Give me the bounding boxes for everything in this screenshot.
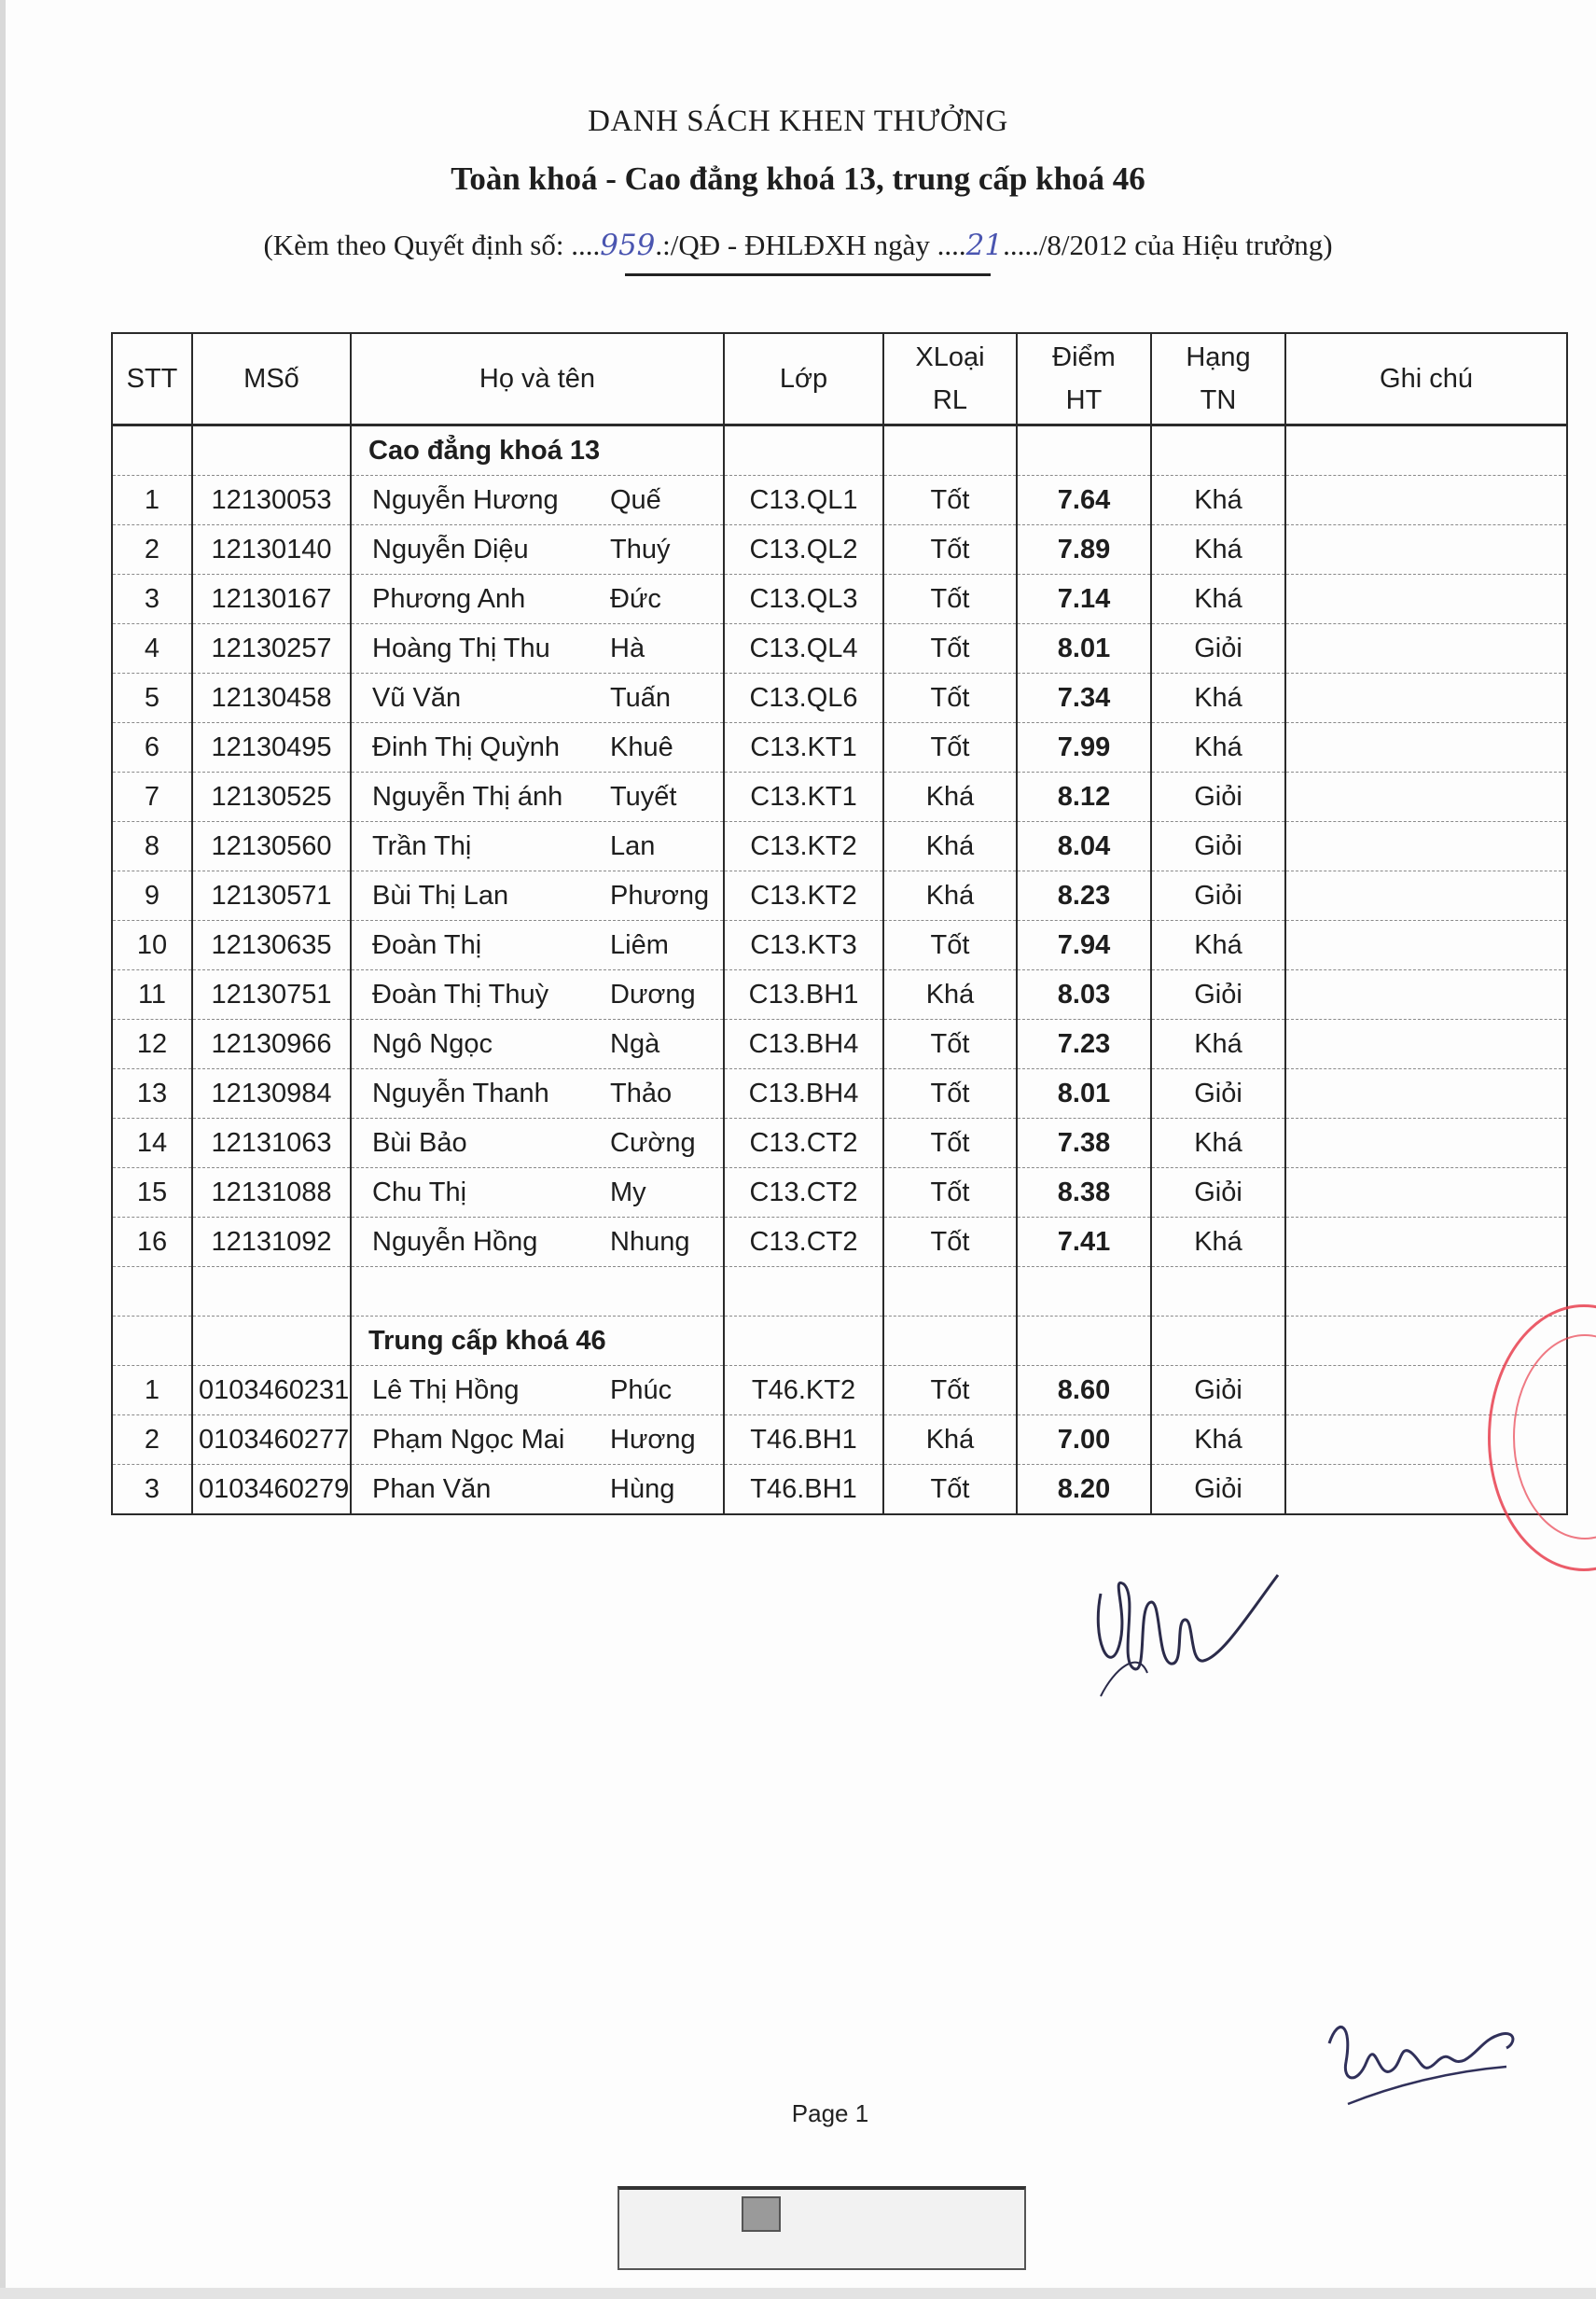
cell-name <box>351 476 724 525</box>
name-given: Hà <box>610 633 645 663</box>
cell-class: C13.BH4 <box>724 1069 883 1119</box>
cell-xloai: Tốt <box>883 624 1017 674</box>
cell-note <box>1285 921 1567 970</box>
cell-stt: 3 <box>112 1465 192 1515</box>
cell-diem: 8.20 <box>1017 1465 1151 1515</box>
cell-name <box>351 822 724 871</box>
binding-tab <box>618 2186 1026 2270</box>
cell-class: C13.QL2 <box>724 525 883 575</box>
cell-class: T46.KT2 <box>724 1366 883 1415</box>
table-row <box>112 1069 1567 1119</box>
cell-class: C13.KT1 <box>724 723 883 773</box>
cell-mso: 12130984 <box>192 1069 351 1119</box>
table-row <box>112 624 1567 674</box>
cell-mso: 12130458 <box>192 674 351 723</box>
table-row <box>112 1168 1567 1218</box>
cell-class: C13.KT2 <box>724 822 883 871</box>
cell-xloai: Tốt <box>883 723 1017 773</box>
cell-hang: Giỏi <box>1151 970 1285 1020</box>
cell-stt: 7 <box>112 773 192 822</box>
group-header-row <box>112 1317 1567 1366</box>
cell-name <box>351 1218 724 1267</box>
name-first: Nguyễn Diệu <box>372 534 529 564</box>
cell-note <box>1285 773 1567 822</box>
cell-hang: Giỏi <box>1151 1366 1285 1415</box>
cell-hang: Khá <box>1151 1020 1285 1069</box>
name-given: Ngà <box>610 1028 660 1059</box>
cell-diem: 8.23 <box>1017 871 1151 921</box>
cell-class: T46.BH1 <box>724 1415 883 1465</box>
name-given: Hùng <box>610 1473 675 1504</box>
cell-diem: 8.01 <box>1017 624 1151 674</box>
awards-table <box>111 332 1568 1515</box>
cell-mso: 12130525 <box>192 773 351 822</box>
cell-mso: 12130571 <box>192 871 351 921</box>
cell-mso: 0103460279 <box>192 1465 351 1515</box>
cell-name <box>351 624 724 674</box>
empty-cell <box>1017 1267 1151 1317</box>
cell-diem: 8.12 <box>1017 773 1151 822</box>
cell-mso: 12130495 <box>192 723 351 773</box>
empty-cell <box>883 1267 1017 1317</box>
col-hang-line1: Hạng <box>1186 342 1251 372</box>
col-class: Lớp <box>724 333 883 425</box>
col-xloai <box>883 333 1017 425</box>
cell-class: C13.QL4 <box>724 624 883 674</box>
cell-class: C13.BH4 <box>724 1020 883 1069</box>
cell-hang: Giỏi <box>1151 1069 1285 1119</box>
cell-xloai: Tốt <box>883 1366 1017 1415</box>
cell-note <box>1285 575 1567 624</box>
cell-class: C13.BH1 <box>724 970 883 1020</box>
cell-mso: 12131088 <box>192 1168 351 1218</box>
decision-underline <box>625 273 991 276</box>
name-given: Dương <box>610 979 696 1010</box>
cell-xloai: Khá <box>883 1415 1017 1465</box>
table-row <box>112 1366 1567 1415</box>
cell-hang: Khá <box>1151 1218 1285 1267</box>
binding-tab-mark <box>742 2196 781 2232</box>
name-given: Thuý <box>610 534 671 564</box>
cell-name <box>351 921 724 970</box>
cell-diem: 8.01 <box>1017 1069 1151 1119</box>
cell-xloai: Tốt <box>883 1218 1017 1267</box>
cell-hang: Khá <box>1151 525 1285 575</box>
cell-note <box>1285 871 1567 921</box>
col-diem <box>1017 333 1151 425</box>
name-given: My <box>610 1177 646 1207</box>
table-body <box>112 425 1567 1515</box>
table-row <box>112 1415 1567 1465</box>
cell-diem: 8.60 <box>1017 1366 1151 1415</box>
cell-diem: 7.34 <box>1017 674 1151 723</box>
name-given: Liêm <box>610 929 669 960</box>
empty-cell <box>1285 425 1567 476</box>
cell-hang: Giỏi <box>1151 1465 1285 1515</box>
empty-cell <box>192 425 351 476</box>
signature-1 <box>1082 1556 1287 1706</box>
col-stt: STT <box>112 333 192 425</box>
cell-xloai: Tốt <box>883 1465 1017 1515</box>
group-header-row <box>112 425 1567 476</box>
table-row <box>112 575 1567 624</box>
decision-reference <box>0 229 1596 262</box>
document-title: DANH SÁCH KHEN THƯỞNG <box>588 104 1008 138</box>
cell-xloai: Tốt <box>883 525 1017 575</box>
cell-hang: Giỏi <box>1151 1168 1285 1218</box>
cell-xloai: Tốt <box>883 1119 1017 1168</box>
cell-name <box>351 1168 724 1218</box>
name-given: Phương <box>610 880 710 911</box>
name-given: Cường <box>610 1127 696 1158</box>
empty-cell <box>1151 1267 1285 1317</box>
name-first: Bùi Thị Lan <box>372 880 509 911</box>
cell-class: C13.CT2 <box>724 1218 883 1267</box>
empty-cell <box>724 425 883 476</box>
empty-cell <box>883 1317 1017 1366</box>
name-first: Trần Thị <box>372 830 472 861</box>
cell-stt: 14 <box>112 1119 192 1168</box>
cell-xloai: Khá <box>883 822 1017 871</box>
name-given: Lan <box>610 830 656 861</box>
cell-hang: Giỏi <box>1151 624 1285 674</box>
page-number: Page 1 <box>791 2099 869 2127</box>
cell-diem: 7.23 <box>1017 1020 1151 1069</box>
cell-hang: Giỏi <box>1151 822 1285 871</box>
cell-hang: Khá <box>1151 723 1285 773</box>
cell-mso: 12130257 <box>192 624 351 674</box>
cell-stt: 15 <box>112 1168 192 1218</box>
name-first: Phương Anh <box>372 583 526 614</box>
table-row <box>112 1465 1567 1515</box>
empty-cell <box>883 425 1017 476</box>
empty-cell <box>1017 425 1151 476</box>
cell-note <box>1285 1168 1567 1218</box>
cell-mso: 12130560 <box>192 822 351 871</box>
cell-name <box>351 1366 724 1415</box>
col-xloai-line2: RL <box>932 385 968 415</box>
empty-cell <box>724 1267 883 1317</box>
cell-hang: Khá <box>1151 1119 1285 1168</box>
table-row <box>112 822 1567 871</box>
col-diem-line2: HT <box>1065 385 1103 415</box>
name-first: Phạm Ngọc Mai <box>372 1424 565 1455</box>
cell-stt: 11 <box>112 970 192 1020</box>
cell-stt: 8 <box>112 822 192 871</box>
table-row <box>112 970 1567 1020</box>
cell-diem: 7.89 <box>1017 525 1151 575</box>
cell-name <box>351 871 724 921</box>
cell-stt: 13 <box>112 1069 192 1119</box>
name-given: Hương <box>610 1424 696 1455</box>
name-given: Khuê <box>610 732 673 762</box>
cell-hang: Khá <box>1151 921 1285 970</box>
name-first: Đoàn Thị Thuỳ <box>372 979 549 1010</box>
cell-stt: 5 <box>112 674 192 723</box>
cell-class: C13.KT3 <box>724 921 883 970</box>
cell-class: C13.QL1 <box>724 476 883 525</box>
table-header-row <box>112 333 1567 425</box>
name-given: Thảo <box>610 1078 673 1108</box>
empty-cell <box>112 1317 192 1366</box>
cell-note <box>1285 674 1567 723</box>
empty-cell <box>192 1317 351 1366</box>
table-row <box>112 1218 1567 1267</box>
name-given: Đức <box>610 583 661 614</box>
cell-name <box>351 1415 724 1465</box>
cell-name <box>351 674 724 723</box>
cell-xloai: Tốt <box>883 476 1017 525</box>
name-given: Tuyết <box>610 781 677 812</box>
name-first: Nguyễn Thị ánh <box>372 781 563 812</box>
name-first: Nguyễn Thanh <box>372 1078 549 1108</box>
empty-cell <box>351 1267 724 1317</box>
decision-number: 959 <box>600 229 656 262</box>
col-diem-line1: Điểm <box>1052 342 1116 372</box>
cell-class: C13.CT2 <box>724 1168 883 1218</box>
cell-class: C13.KT2 <box>724 871 883 921</box>
empty-cell <box>1151 1317 1285 1366</box>
cell-mso: 12130635 <box>192 921 351 970</box>
cell-mso: 12131092 <box>192 1218 351 1267</box>
table-row <box>112 871 1567 921</box>
cell-xloai: Tốt <box>883 1020 1017 1069</box>
empty-cell <box>112 425 192 476</box>
cell-name <box>351 773 724 822</box>
decision-middle: .:/QĐ - ĐHLĐXH ngày .... <box>655 229 966 261</box>
cell-hang: Khá <box>1151 674 1285 723</box>
cell-class: C13.CT2 <box>724 1119 883 1168</box>
cell-mso: 12130751 <box>192 970 351 1020</box>
document-subtitle: Toàn khoá - Cao đẳng khoá 13, trung cấp khoá 46 <box>451 160 1145 197</box>
cell-xloai: Khá <box>883 970 1017 1020</box>
empty-cell <box>1151 425 1285 476</box>
col-mso: MSố <box>192 333 351 425</box>
name-given: Quế <box>610 484 661 515</box>
cell-mso: 12131063 <box>192 1119 351 1168</box>
empty-cell <box>192 1267 351 1317</box>
cell-name <box>351 723 724 773</box>
cell-hang: Khá <box>1151 476 1285 525</box>
cell-name <box>351 1069 724 1119</box>
name-first: Đoàn Thị <box>372 929 482 960</box>
cell-hang: Khá <box>1151 1415 1285 1465</box>
decision-prefix: (Kèm theo Quyết định số: .... <box>263 229 601 261</box>
cell-name <box>351 1119 724 1168</box>
cell-note <box>1285 723 1567 773</box>
cell-diem: 7.41 <box>1017 1218 1151 1267</box>
name-given: Nhung <box>610 1226 690 1257</box>
cell-xloai: Tốt <box>883 674 1017 723</box>
cell-hang: Khá <box>1151 575 1285 624</box>
cell-diem: 8.04 <box>1017 822 1151 871</box>
cell-name <box>351 575 724 624</box>
cell-xloai: Tốt <box>883 575 1017 624</box>
cell-mso: 0103460277 <box>192 1415 351 1465</box>
col-name: Họ và tên <box>351 333 724 425</box>
name-first: Nguyễn Hương <box>372 484 559 515</box>
scan-edge-bottom <box>0 2288 1596 2299</box>
cell-diem: 8.03 <box>1017 970 1151 1020</box>
name-first: Lê Thị Hồng <box>372 1374 520 1405</box>
cell-class: T46.BH1 <box>724 1465 883 1515</box>
cell-mso: 12130053 <box>192 476 351 525</box>
cell-note <box>1285 1119 1567 1168</box>
table-row <box>112 723 1567 773</box>
cell-stt: 2 <box>112 525 192 575</box>
table-row <box>112 1119 1567 1168</box>
col-hang-line2: TN <box>1200 385 1237 415</box>
cell-note <box>1285 970 1567 1020</box>
cell-diem: 7.14 <box>1017 575 1151 624</box>
empty-cell <box>1017 1317 1151 1366</box>
decision-suffix: ...../8/2012 của Hiệu trưởng) <box>1003 229 1333 261</box>
cell-note <box>1285 1020 1567 1069</box>
name-given: Tuấn <box>610 682 672 713</box>
cell-name <box>351 970 724 1020</box>
name-first: Ngô Ngọc <box>372 1028 493 1059</box>
name-first: Hoàng Thị Thu <box>372 633 550 663</box>
group-title: Cao đẳng khoá 13 <box>351 425 724 476</box>
name-first: Bùi Bảo <box>372 1127 467 1158</box>
cell-name <box>351 1465 724 1515</box>
cell-diem: 8.38 <box>1017 1168 1151 1218</box>
table-row <box>112 773 1567 822</box>
cell-diem: 7.94 <box>1017 921 1151 970</box>
cell-mso: 12130167 <box>192 575 351 624</box>
name-first: Vũ Văn <box>372 682 462 713</box>
cell-mso: 0103460231 <box>192 1366 351 1415</box>
table-row <box>112 674 1567 723</box>
cell-stt: 16 <box>112 1218 192 1267</box>
cell-note <box>1285 1218 1567 1267</box>
col-xloai-line1: XLoại <box>915 342 985 372</box>
cell-diem: 7.99 <box>1017 723 1151 773</box>
cell-xloai: Khá <box>883 871 1017 921</box>
name-first: Nguyễn Hồng <box>372 1226 538 1257</box>
table-row <box>112 525 1567 575</box>
cell-mso: 12130140 <box>192 525 351 575</box>
cell-hang: Giỏi <box>1151 773 1285 822</box>
cell-stt: 10 <box>112 921 192 970</box>
cell-stt: 1 <box>112 1366 192 1415</box>
cell-note <box>1285 822 1567 871</box>
cell-mso: 12130966 <box>192 1020 351 1069</box>
table-row <box>112 1020 1567 1069</box>
name-first: Phan Văn <box>372 1473 492 1504</box>
cell-hang: Giỏi <box>1151 871 1285 921</box>
name-given: Phúc <box>610 1374 673 1405</box>
cell-note <box>1285 525 1567 575</box>
table-row <box>112 476 1567 525</box>
cell-diem: 7.38 <box>1017 1119 1151 1168</box>
name-first: Đinh Thị Quỳnh <box>372 732 560 762</box>
signature-2 <box>1320 1987 1525 2118</box>
cell-class: C13.QL3 <box>724 575 883 624</box>
empty-cell <box>724 1317 883 1366</box>
cell-note <box>1285 1069 1567 1119</box>
name-first: Chu Thị <box>372 1177 467 1207</box>
cell-stt: 9 <box>112 871 192 921</box>
cell-xloai: Tốt <box>883 1069 1017 1119</box>
cell-stt: 2 <box>112 1415 192 1465</box>
cell-stt: 3 <box>112 575 192 624</box>
cell-class: C13.QL6 <box>724 674 883 723</box>
cell-diem: 7.00 <box>1017 1415 1151 1465</box>
scan-edge-left <box>0 0 6 2299</box>
cell-stt: 6 <box>112 723 192 773</box>
cell-name <box>351 1020 724 1069</box>
cell-stt: 4 <box>112 624 192 674</box>
cell-diem: 7.64 <box>1017 476 1151 525</box>
decision-day: 21 <box>965 229 1004 262</box>
cell-class: C13.KT1 <box>724 773 883 822</box>
cell-xloai: Tốt <box>883 1168 1017 1218</box>
cell-note <box>1285 476 1567 525</box>
cell-name <box>351 525 724 575</box>
empty-cell <box>112 1267 192 1317</box>
col-note: Ghi chú <box>1285 333 1567 425</box>
table-row <box>112 921 1567 970</box>
cell-stt: 1 <box>112 476 192 525</box>
cell-note <box>1285 624 1567 674</box>
cell-xloai: Khá <box>883 773 1017 822</box>
empty-cell <box>1285 1267 1567 1317</box>
cell-xloai: Tốt <box>883 921 1017 970</box>
cell-stt: 12 <box>112 1020 192 1069</box>
col-hang <box>1151 333 1285 425</box>
group-title: Trung cấp khoá 46 <box>351 1317 724 1366</box>
spacer-row <box>112 1267 1567 1317</box>
